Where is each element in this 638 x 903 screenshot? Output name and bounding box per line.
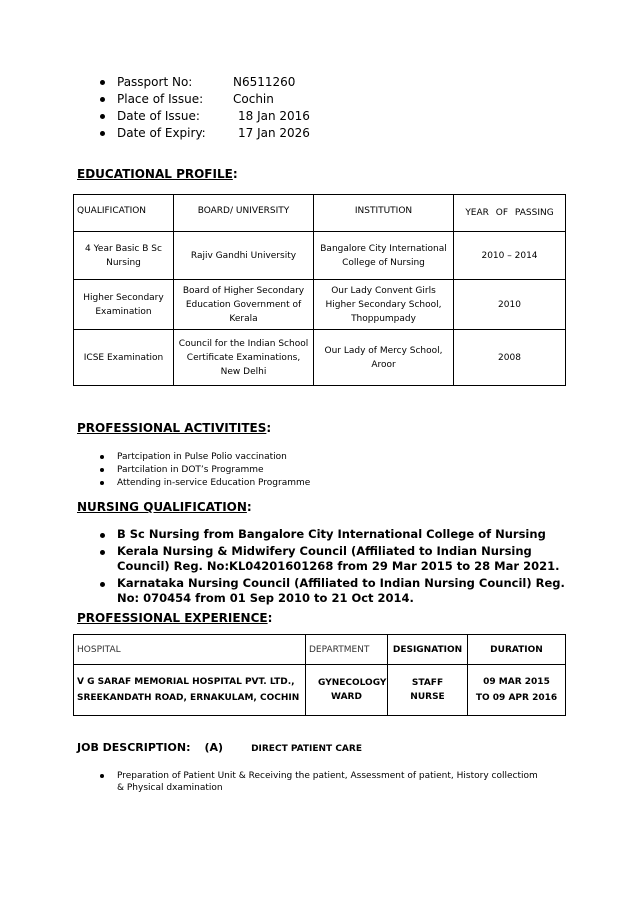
table-header-row [74,195,566,232]
column-header: HOSPITAL [74,635,306,665]
column-header: INSTITUTION [314,195,454,232]
professional-experience-heading: PROFESSIONAL EXPERIENCE: [77,611,273,625]
nursing-qualification-heading: NURSING QUALIFICATION: [77,500,252,514]
list-item: Partcipation in Pulse Polio vaccination [77,451,310,464]
professional-activities-heading: PROFESSIONAL ACTIVITITES: [77,421,272,435]
activities-list [77,451,310,490]
list-item: B Sc Nursing from Bangalore City International College of Nursing [77,527,577,542]
table-row [74,665,566,716]
educational-profile-heading: EDUCATIONAL PROFILE: [77,167,238,181]
list-item: Attending in-service Education Programme [77,477,310,490]
list-item: Kerala Nursing & Midwifery Council (Affiliated to Indian Nursing Council) Reg. No:KL04201601268 from 29 Mar 2015 to 28 Mar 2021. [77,544,577,574]
passport-item: Place of Issue: Cochin [77,91,310,108]
column-header: BOARD/ UNIVERSITY [174,195,314,232]
list-item: Karnataka Nursing Council (Affiliated to Indian Nursing Council) Reg. No: 070454 from 01 Sep 2010 to 21 Oct 2014. [77,576,577,606]
nursing-qualification-list [77,527,577,608]
hospital-cell: V G SARAF MEMORIAL HOSPITAL PVT. LTD., SREEKANDATH ROAD, ERNAKULAM, COCHIN [74,665,306,716]
date-of-expiry: 17 Jan 2026 [238,126,310,140]
table-row: 4 Year Basic B Sc Nursing Rajiv Gandhi University Bangalore City International College of Nursing 2010 – 2014 [74,232,566,280]
education-table [73,194,566,386]
duration-cell: 09 MAR 2015 TO 09 APR 2016 [468,665,566,716]
experience-table [73,634,566,716]
list-item: Preparation of Patient Unit & Receiving the patient, Assessment of patient, History collectiom & Physical dxamination [77,770,547,794]
passport-number: N6511260 [233,75,296,89]
table-row: ICSE Examination Council for the Indian School Certificate Examinations, New Delhi Our Lady of Mercy School, Aroor 2008 [74,330,566,386]
passport-details [77,74,310,142]
passport-item: Date of Expiry: 17 Jan 2026 [77,125,310,142]
column-header: YEAR OF PASSING [454,195,566,232]
column-header: DEPARTMENT [306,635,388,665]
passport-item: Date of Issue: 18 Jan 2016 [77,108,310,125]
column-header: QUALIFICATION [74,195,174,232]
column-header: DURATION [468,635,566,665]
table-header-row [74,635,566,665]
column-header: DESIGNATION [388,635,468,665]
passport-item: Passport No: N6511260 [77,74,310,91]
place-of-issue: Cochin [233,92,274,106]
date-of-issue: 18 Jan 2016 [238,109,310,123]
department-cell: GYNECOLOGY WARD [306,665,388,716]
job-description-heading: JOB DESCRIPTION: (A) DIRECT PATIENT CARE [77,741,362,754]
table-row: Higher Secondary Examination Board of Higher Secondary Education Government of Kerala Our Lady Convent Girls Higher Secondary School, Thoppumpady 2010 [74,280,566,330]
list-item: Partcilation in DOT’s Programme [77,464,310,477]
job-description-list [77,770,547,794]
designation-cell: STAFF NURSE [388,665,468,716]
